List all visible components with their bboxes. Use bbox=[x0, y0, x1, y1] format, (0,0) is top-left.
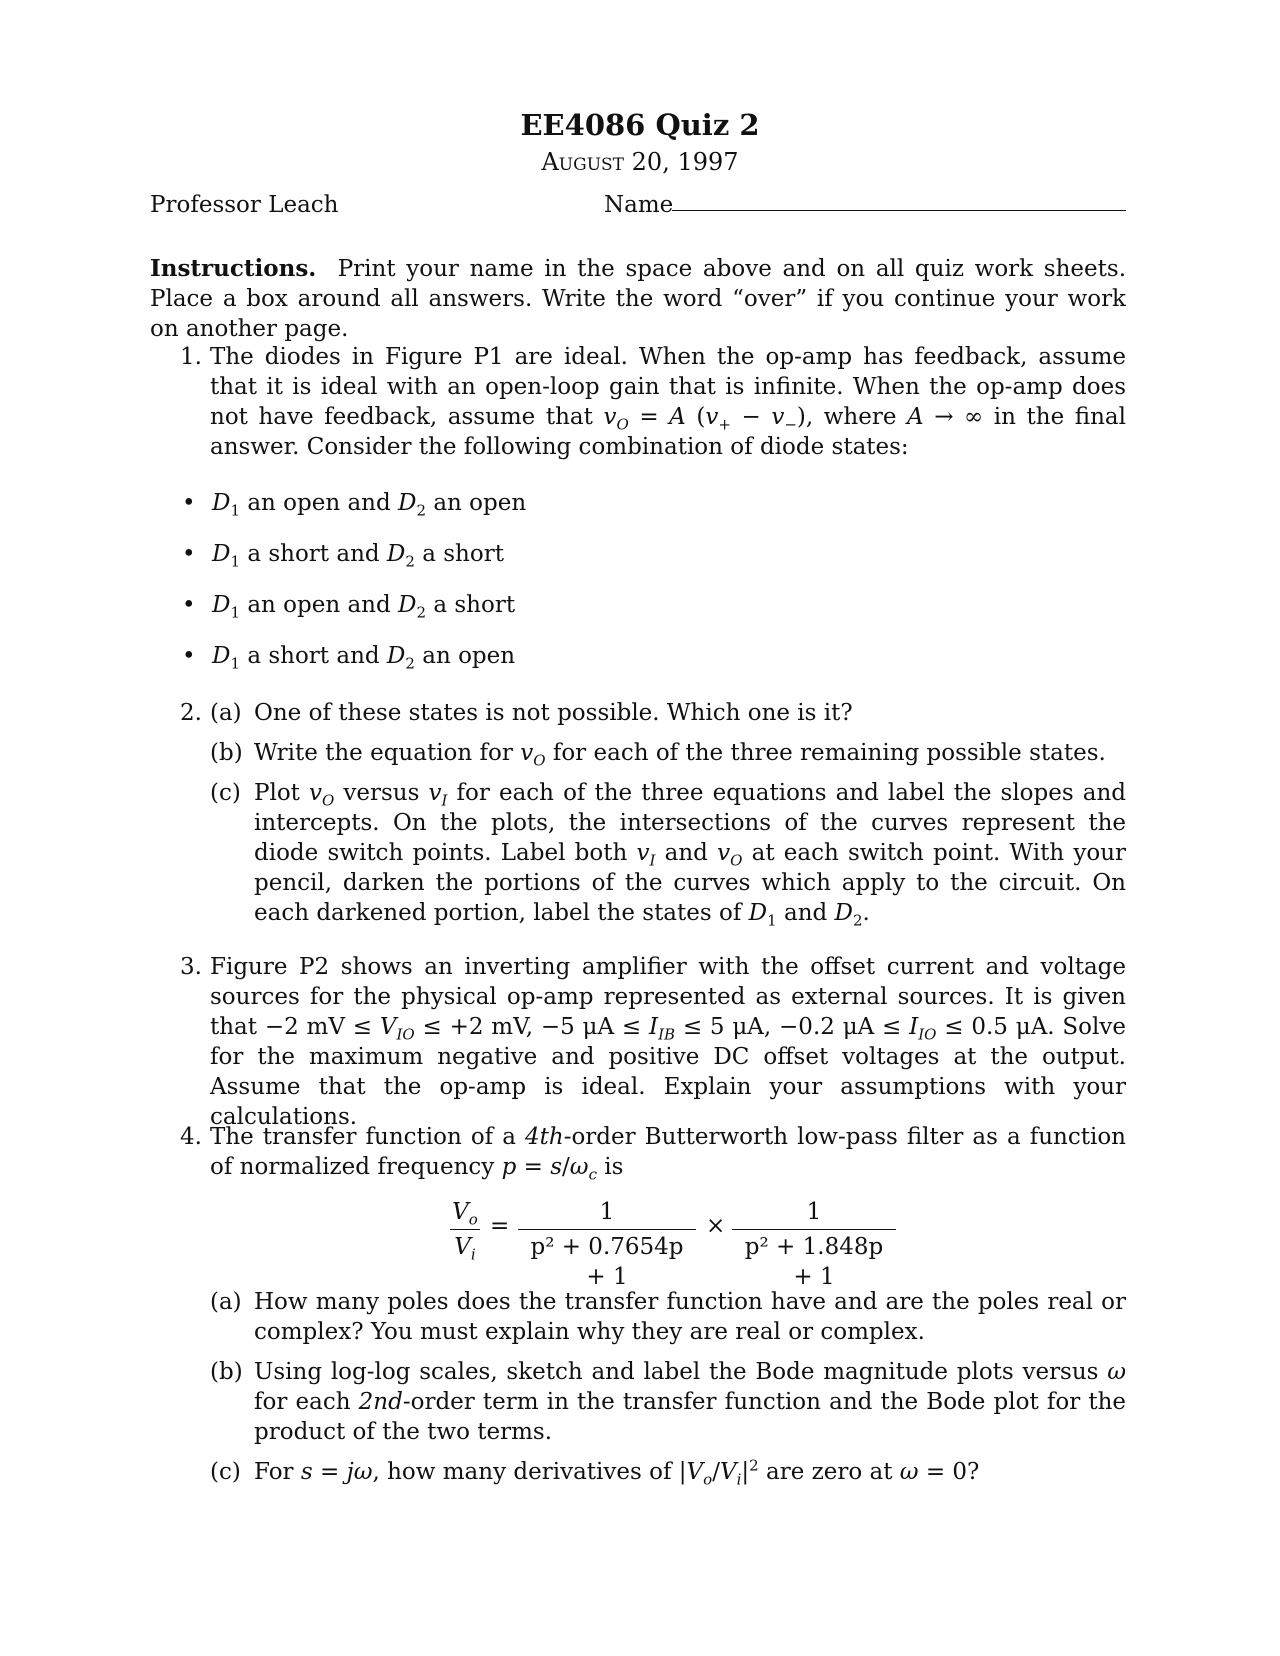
transfer-function-equation: $\frac{V_o}{V_i}$ = $\frac{1}{\text{p² + 0.7654p + 1}}$ × $\frac{1}{\text{p² + 1.848p + 1}}$ bbox=[450, 1197, 900, 1257]
question-4: 4. The transfer function of a 4th-order Butterworth low-pass filter as a function of normalized frequency $p = s/\omega_c$ is bbox=[180, 1124, 1126, 1184]
name-label: Name bbox=[604, 192, 674, 218]
instructions-heading: Instructions. bbox=[150, 255, 317, 282]
list-item: • $D_1$ a short and $D_2$ an open bbox=[182, 643, 516, 673]
question-number: 1. bbox=[180, 344, 202, 370]
first-term-fraction: $\frac{1}{\text{p² + 0.7654p + 1}}$ bbox=[518, 1197, 696, 1292]
subquestion-4b: (b) Using log-log scales, sketch and label the Bode magnitude plots versus ω for each 2nd-order term in the transfer function and the Bode plot for the product of the two terms. bbox=[210, 1359, 1127, 1445]
list-item: • $D_1$ an open and $D_2$ a short bbox=[182, 592, 516, 622]
question-3: 3. Figure P2 shows an inverting amplifier with the offset current and voltage sources for the physical op-amp represented as external sources. It is given that −2 mV ≤ $V_{IO} \le +2$ mV, −5 $\mu A \le I_{IB} \le 5$ μA, −0.2 $\mu A \le I_{IO} \le 0.5$ μA. Solve for the maximum negative and positive DC offset voltages at the output. Assume that the op-amp is ideal. Explain your assumptions with your calculations. bbox=[180, 954, 1126, 1130]
question-number: 4. bbox=[180, 1124, 202, 1150]
name-field-line[interactable] bbox=[672, 210, 1126, 211]
vo-vi-fraction: $\frac{V_o}{V_i}$ bbox=[450, 1197, 480, 1262]
subquestion-2b: (b) Write the equation for $v_O$ for each of the three remaining possible states. bbox=[210, 740, 1106, 770]
instructions bbox=[150, 254, 1126, 344]
page-title: EE4086 Quiz 2 bbox=[520, 108, 760, 142]
professor-name: Professor Leach bbox=[150, 192, 339, 218]
question-4-subparts bbox=[180, 1287, 1126, 1487]
list-item: • $D_1$ an open and $D_2$ an open bbox=[182, 490, 527, 520]
subquestion-4a: (a) How many poles does the transfer function have and are the poles real or complex? You must explain why they are real or complex. bbox=[210, 1289, 1126, 1345]
question-number: 2. bbox=[180, 700, 202, 726]
quiz-date: August 20, 1997 bbox=[541, 148, 739, 176]
second-term-fraction: $\frac{1}{\text{p² + 1.848p + 1}}$ bbox=[732, 1197, 896, 1292]
question-number: 3. bbox=[180, 954, 202, 980]
question-2 bbox=[180, 698, 1126, 928]
instructions-text: Print your name in the space above and on all quiz work sheets. Place a box around all answers. Write the word “over” if you continue your work on another page. bbox=[150, 256, 1127, 342]
subquestion-4c: (c) For s = jω, how many derivatives of $|V_o/V_i|^2$ are zero at ω = 0? bbox=[210, 1456, 980, 1489]
diode-states-list bbox=[182, 488, 526, 692]
question-text: The diodes in Figure P1 are ideal. When the op-amp has feedback, assume that it is ideal with an open-loop gain that is infinite. When the op-amp does not have feedback, assume that $v_O = A$ $(v_+ - v_-)$, where A → ∞ in the final answer. Consider the following combination of diode states: bbox=[210, 344, 1126, 460]
list-item: • $D_1$ a short and $D_2$ a short bbox=[182, 541, 504, 571]
subquestion-2a: (a) One of these states is not possible. Which one is it? bbox=[210, 700, 853, 726]
subquestion-2c: (c) Plot $v_O$ versus $v_I$ for each of the three equations and label the slopes and intercepts. On the plots, the intersections of the curves represent the diode switch points. Label both $v_I$ and $v_O$ at each switch point. With your pencil, darken the portions of the curves which apply to the circuit. On each darkened portion, label the states of $D_1$ and $D_2$. bbox=[210, 780, 1126, 930]
question-1 bbox=[180, 342, 1126, 462]
